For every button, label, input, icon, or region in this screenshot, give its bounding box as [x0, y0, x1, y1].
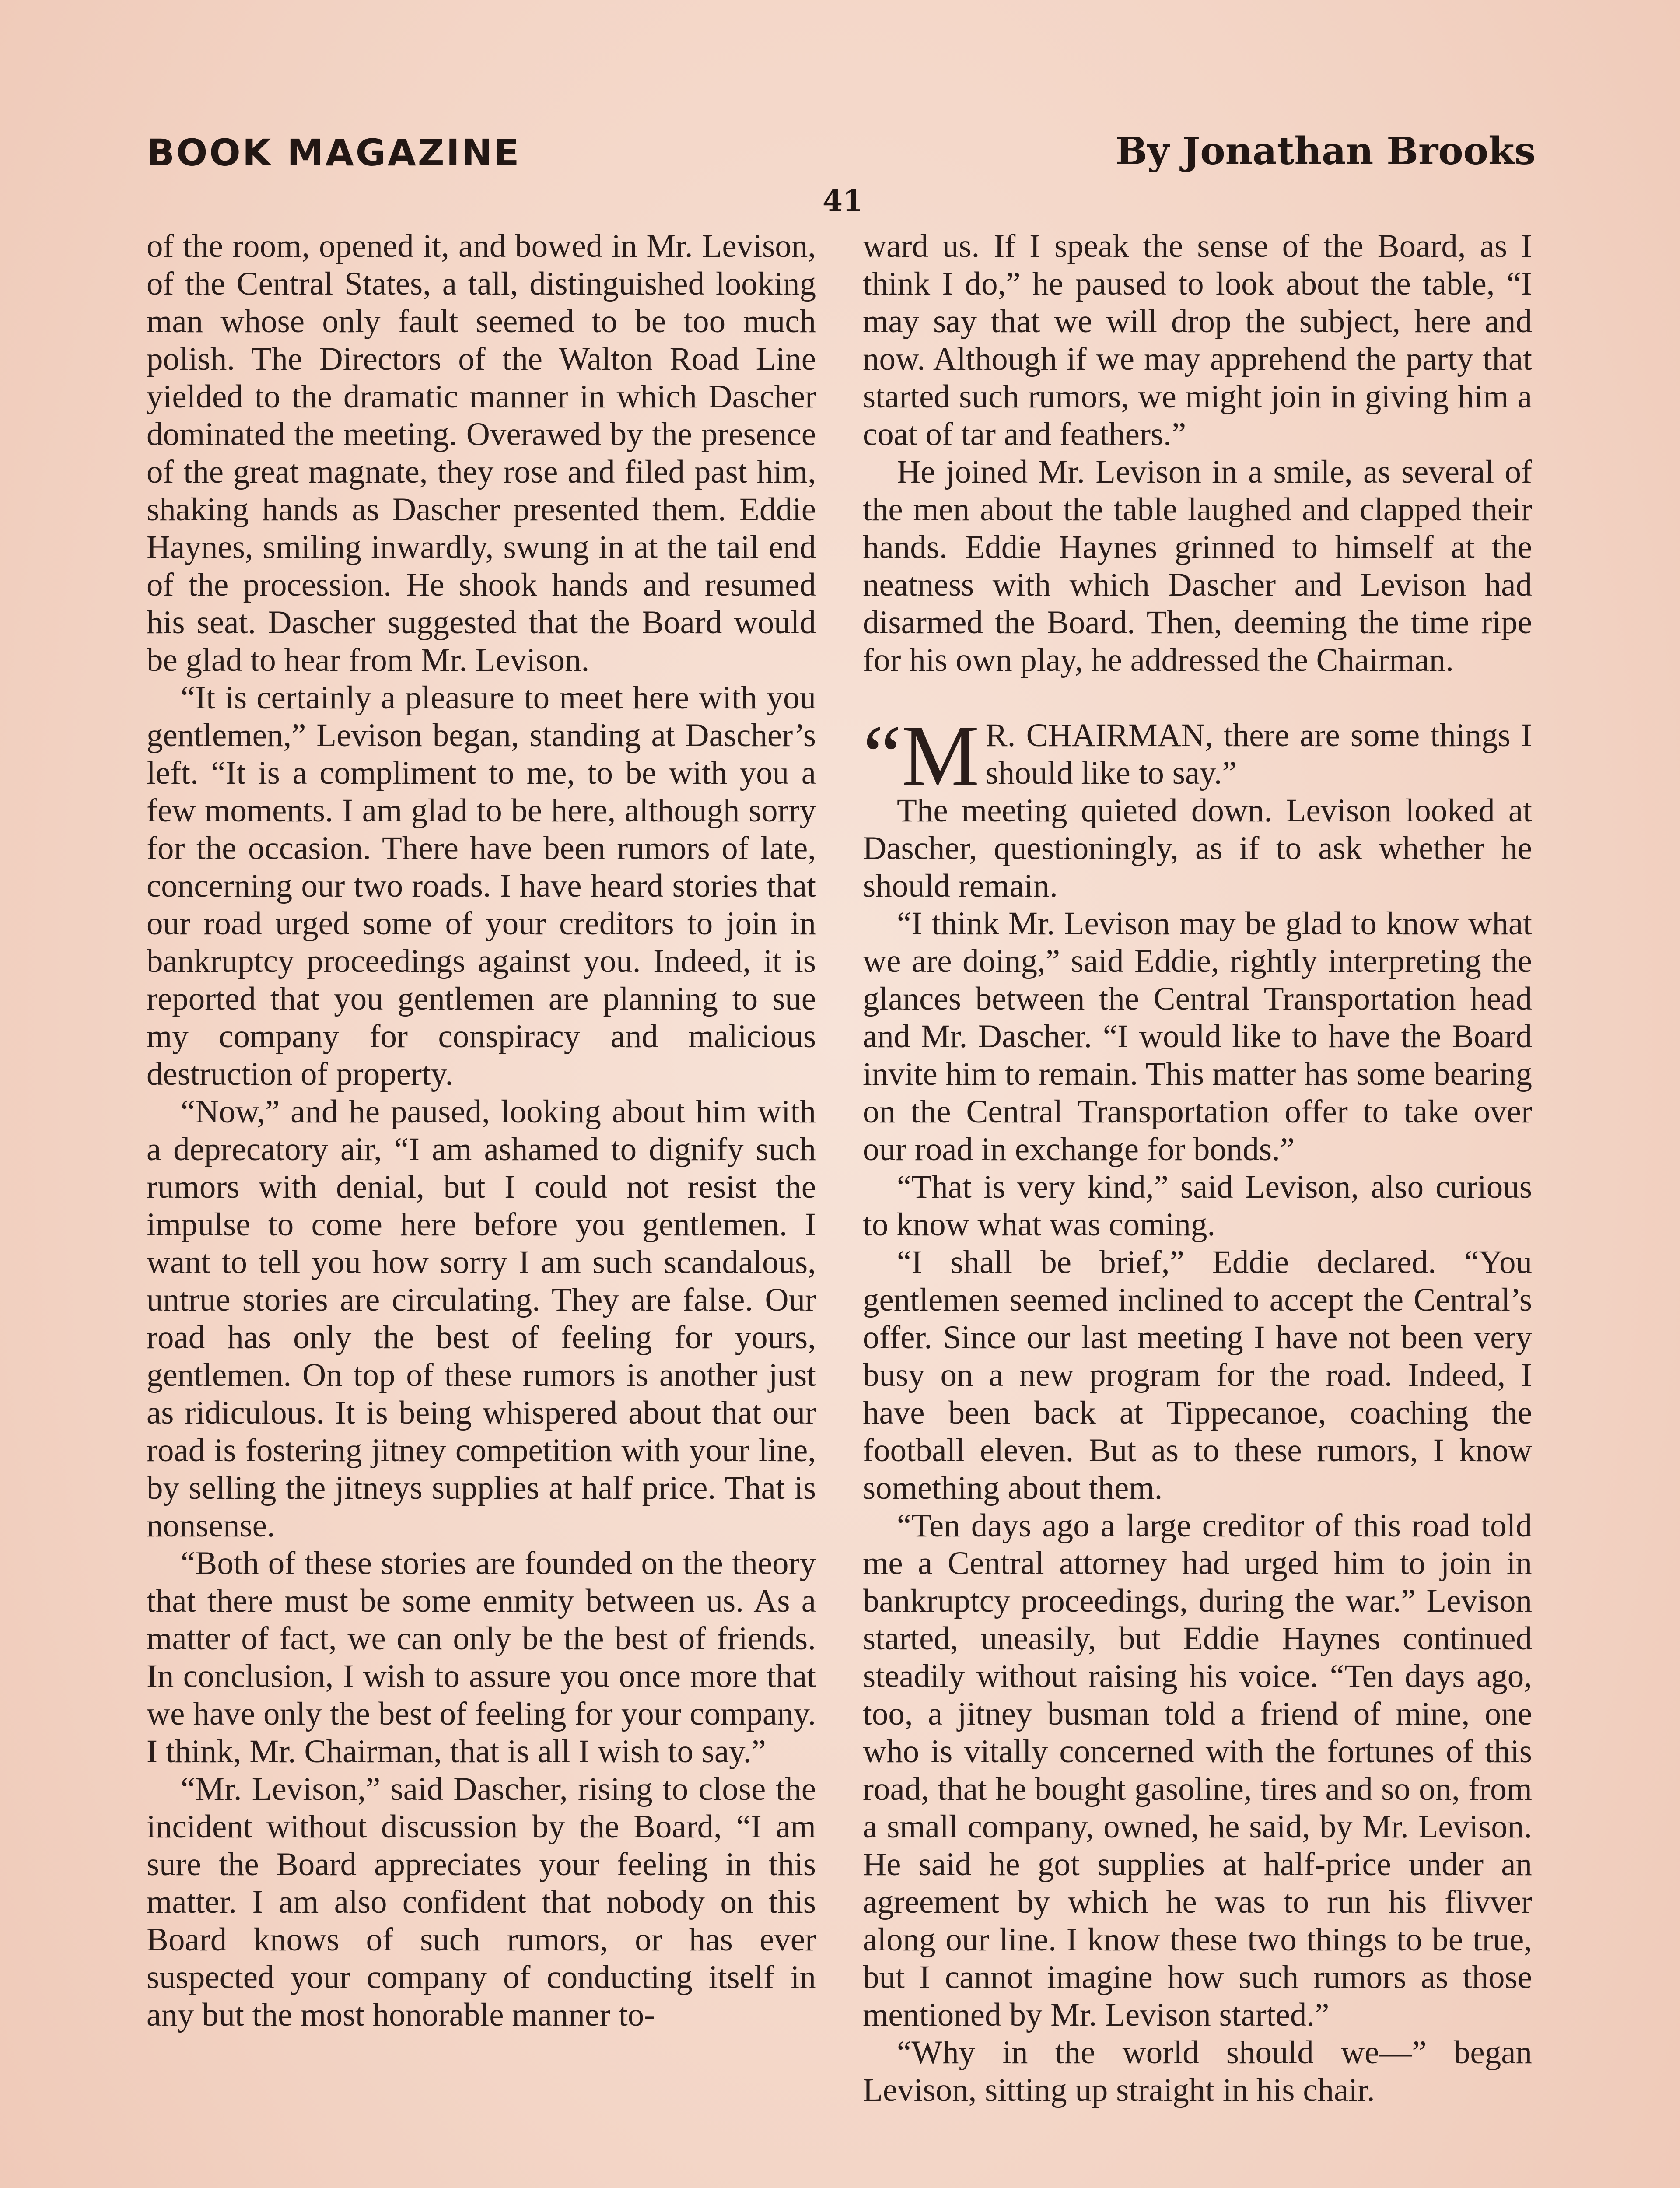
- section-opening: [863, 708, 1532, 804]
- paragraph: “Mr. Levison,” said Dascher, rising to close the incident without discussion by the Board, “I am sure the Board appreciates your feeling in this matter. I am also confident that nobody on this Board knows of such rumors, or has ever suspected your company of conducting itself in any but the most honorable manner to-: [147, 1771, 816, 2033]
- left-column: [147, 228, 816, 2034]
- drop-cap: “M: [863, 708, 980, 804]
- running-head-magazine: BOOK MAGAZINE: [147, 131, 521, 174]
- paragraph: “Now,” and he paused, looking about him with a deprecatory air, “I am ashamed to dignify such rumors with denial, but I could not resist the impulse to come here before you gentlemen. I want to tell you how sorry I am such scandalous, untrue stories are circulating. They are false. Our road has only the best of feeling for yours, gentlemen. On top of these rumors is another just as ridiculous. It is being whispered about that our road is fostering jitney competition with your line, by selling the jitneys supplies at half price. That is nonsense.: [147, 1094, 816, 1544]
- right-column: [863, 228, 1532, 2109]
- paragraph: He joined Mr. Levison in a smile, as several of the men about the table laughed and clapped their hands. Eddie Haynes grinned to himself at the neatness with which Dascher and Levison had disarmed the Board. Then, deeming the time ripe for his own play, he addressed the Chairman.: [863, 454, 1532, 678]
- running-head-author: By Jonathan Brooks: [1115, 129, 1536, 173]
- paragraph: “Why in the world should we—” began Levison, sitting up straight in his chair.: [863, 2034, 1532, 2108]
- paragraph: “I think Mr. Levison may be glad to know what we are doing,” said Eddie, rightly interpreting the glances between the Central Transportation head and Mr. Dascher. “I would like to have the Board invite him to remain. This matter has some bearing on the Central Transportation offer to take over our road in exchange for bonds.”: [863, 905, 1532, 1168]
- section-opening-text: R. CHAIRMAN, there are some things I should like to say.”: [985, 717, 1532, 791]
- paragraph: “Both of these stories are founded on the theory that there must be some enmity between us. As a matter of fact, we can only be the best of friends. In conclusion, I wish to assure you once more that we have only the best of feeling for your company. I think, Mr. Chairman, that is all I wish to say.”: [147, 1545, 816, 1770]
- paragraph: of the room, opened it, and bowed in Mr. Levison, of the Central States, a tall, distinguished looking man whose only fault seemed to be too much polish. The Directors of the Walton Road Line yielded to the dramatic manner in which Dascher dominated the meeting. Overawed by the presence of the great magnate, they rose and filed past him, shaking hands as Dascher presented them. Eddie Haynes, smiling inwardly, swung in at the tail end of the procession. He shook hands and resumed his seat. Dascher suggested that the Board would be glad to hear from Mr. Levison.: [147, 228, 816, 678]
- paragraph: “Ten days ago a large creditor of this road told me a Central attorney had urged him to join in bankruptcy proceedings, during the war.” Levison started, uneasily, but Eddie Haynes continued steadily without raising his voice. “Ten days ago, too, a jitney busman told a friend of mine, one who is vitally concerned with the fortunes of this road, that he bought gasoline, tires and so on, from a small company, owned, he said, by Mr. Levison. He said he got supplies at half-price under an agreement by which he was to run his flivver along our line. I know these two things to be true, but I cannot imagine how such rumors as those mentioned by Mr. Levison started.”: [863, 1508, 1532, 2033]
- paragraph: “It is certainly a pleasure to meet here with you gentlemen,” Levison began, standing at Dascher’s left. “It is a compliment to me, to be with you a few moments. I am glad to be here, although sorry for the occasion. There have been rumors of late, concerning our two roads. I have heard stories that our road urged some of your creditors to join in bankruptcy proceedings against you. Indeed, it is reported that you gentlemen are planning to sue my company for conspiracy and malicious destruction of property.: [147, 680, 816, 1092]
- page-number: 41: [822, 184, 863, 218]
- paragraph: ward us. If I speak the sense of the Board, as I think I do,” he paused to look about the table, “I may say that we will drop the subject, here and now. Although if we may apprehend the party that started such rumors, we might join in giving him a coat of tar and feathers.”: [863, 228, 1532, 452]
- paragraph: “I shall be brief,” Eddie declared. “You gentlemen seemed inclined to accept the Central’s offer. Since our last meeting I have not been very busy on a new program for the road. Indeed, I have been back at Tippecanoe, coaching the football eleven. But as to these rumors, I know something about them.: [863, 1244, 1532, 1506]
- paragraph: “That is very kind,” said Levison, also curious to know what was coming.: [863, 1169, 1532, 1243]
- paragraph: The meeting quieted down. Levison looked at Dascher, questioningly, as if to ask whether he should remain.: [863, 792, 1532, 904]
